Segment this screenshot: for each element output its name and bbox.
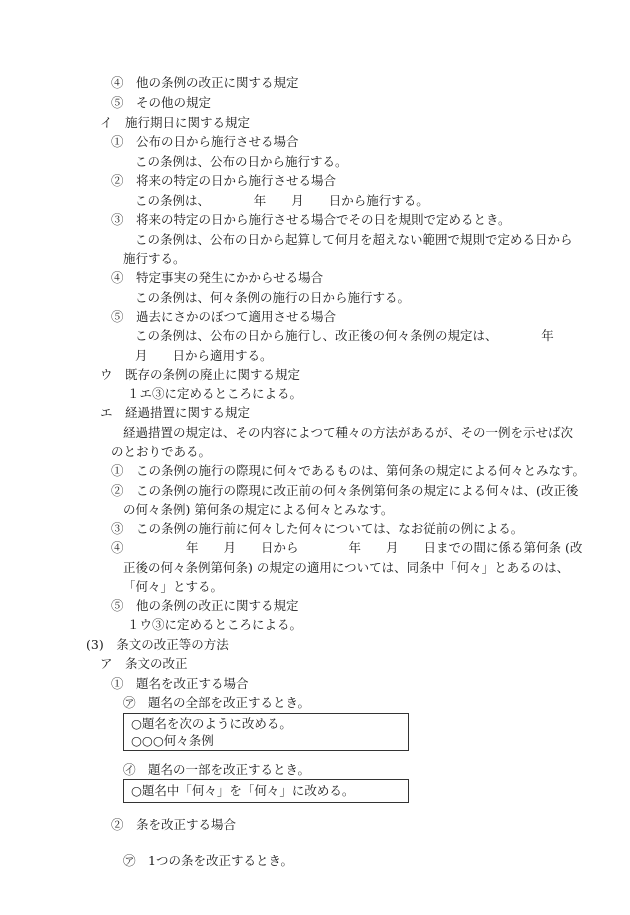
box-line: ○○○何々条例 <box>131 733 214 748</box>
text-line: この条例は、何々条例の施行の日から施行する。 <box>135 290 411 305</box>
amendment-box <box>123 713 409 751</box>
text-line: ④ 年 月 日から 年 月 日までの間に係る第何条 (改 <box>111 540 583 555</box>
text-line: ③ この条例の施行前に何々した何々については、なお従前の例による。 <box>111 521 524 536</box>
text-line: ② この条例の施行の際現に改正前の何々条例第何条の規定による何々は、(改正後 <box>111 483 579 498</box>
text-line: この条例は、 年 月 日から施行する。 <box>135 193 429 208</box>
text-line: ② 条を改正する場合 <box>111 817 237 832</box>
text-line: 正後の何々条例第何条) の規定の適用については、同条中「何々」とあるのは、 <box>123 560 570 575</box>
text-line: ④ 他の条例の改正に関する規定 <box>111 75 299 90</box>
text-line: 経過措置の規定は、その内容によつて種々の方法があるが、その一例を示せば次 <box>123 425 574 440</box>
text-line: ア 条文の改正 <box>100 656 188 671</box>
text-line: ② 将来の特定の日から施行させる場合 <box>111 173 337 188</box>
text-line: 施行する。 <box>123 251 186 266</box>
text-line: 月 日から適用する。 <box>135 348 273 363</box>
text-line: ③ 将来の特定の日から施行させる場合でその日を規則で定めるとき。 <box>111 212 511 227</box>
text-line: ① 題名を改正する場合 <box>111 676 249 691</box>
text-line: ⑤ 他の条例の改正に関する規定 <box>111 598 299 613</box>
text-line: １エ③に定めるところによる。 <box>127 386 303 401</box>
box-line: ○題名中「何々」を「何々」に改める。 <box>131 783 355 798</box>
text-line: の何々条例) 第何条の規定による何々とみなす。 <box>123 502 394 517</box>
text-line: ⑤ 過去にさかのぼつて適用させる場合 <box>111 309 337 324</box>
text-line: この条例は、公布の日から施行する。 <box>135 154 348 169</box>
text-line: 「何々」とする。 <box>123 579 224 594</box>
text-line: この条例は、公布の日から起算して何月を超えない範囲で規則で定める日から <box>135 232 573 247</box>
text-line: イ 施行期日に関する規定 <box>100 115 251 130</box>
text-line: ④ 特定事実の発生にかからせる場合 <box>111 270 324 285</box>
text-line: ㋐ 題名の全部を改正するとき。 <box>123 695 311 710</box>
text-line: ㋑ 題名の一部を改正するとき。 <box>123 762 311 777</box>
text-line: エ 経過措置に関する規定 <box>100 405 251 420</box>
text-line: １ウ③に定めるところによる。 <box>127 617 303 632</box>
box-line: ○題名を次のように改める。 <box>131 716 292 731</box>
text-line: のとおりである。 <box>111 444 212 459</box>
text-line: この条例は、公布の日から施行し、改正後の何々条例の規定は、 年 <box>135 328 554 343</box>
text-line: ① 公布の日から施行させる場合 <box>111 134 299 149</box>
text-line: ㋐ 1つの条を改正するとき。 <box>123 853 293 868</box>
text-line: ウ 既存の条例の廃止に関する規定 <box>100 367 301 382</box>
text-line: ⑤ その他の規定 <box>111 95 212 110</box>
text-line: ① この条例の施行の際現に何々であるものは、第何条の規定による何々とみなす。 <box>111 463 586 478</box>
amendment-box <box>123 779 409 803</box>
text-line: (3) 条文の改正等の方法 <box>86 637 229 652</box>
